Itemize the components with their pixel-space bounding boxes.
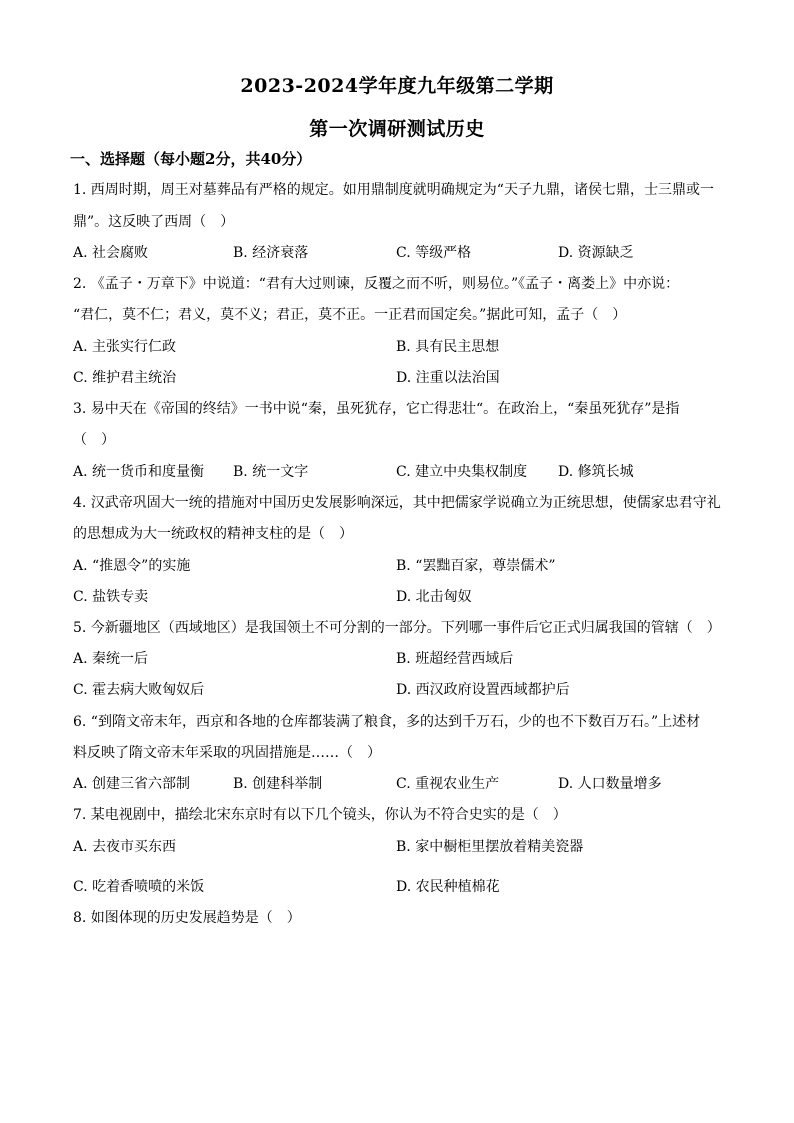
question-2-option-d[interactable]: D. 注重以法治国 — [396, 370, 500, 386]
question-6-option-c[interactable]: C. 重视农业生产 — [396, 776, 500, 792]
question-4-option-c[interactable]: C. 盐铁专卖 — [73, 589, 149, 605]
question-6-option-d[interactable]: D. 人口数量增多 — [558, 776, 662, 792]
question-7-option-a[interactable]: A. 去夜市买东西 — [73, 839, 177, 855]
question-1-line-1: 1. 西周时期，周王对墓葬品有严格的规定。如用鼎制度就明确规定为“天子九鼎，诸侯七鼎，士三鼎或一 — [73, 182, 714, 198]
question-1-option-a[interactable]: A. 社会腐败 — [73, 245, 149, 261]
question-1-line-2: 鼎”。这反映了西周（ ） — [73, 214, 235, 230]
question-2-line-2: “君仁，莫不仁；君义，莫不义；君正，莫不正。一正君而国定矣。”据此可知，孟子（ ） — [73, 307, 627, 323]
question-5-option-c[interactable]: C. 霍去病大败匈奴后 — [73, 682, 205, 698]
question-5-option-b[interactable]: B. 班超经营西域后 — [396, 651, 514, 667]
question-4-option-d[interactable]: D. 北击匈奴 — [396, 589, 472, 605]
question-4-option-a[interactable]: A. “推恩令”的实施 — [73, 558, 191, 574]
exam-subtitle: 第一次调研测试历史 — [309, 118, 485, 140]
exam-title: 2023-2024学年度九年级第二学期 — [240, 75, 554, 97]
question-3-line-2: （ ） — [73, 432, 115, 448]
question-5-line-1: 5. 今新疆地区（西域地区）是我国领土不可分割的一部分。下列哪一事件后它正式归属我国的管辖（ ） — [73, 620, 721, 636]
question-6-option-b[interactable]: B. 创建科举制 — [233, 776, 323, 792]
question-8-line-1: 8. 如图体现的历史发展趋势是（ ） — [73, 910, 301, 926]
question-6-option-a[interactable]: A. 创建三省六部制 — [73, 776, 191, 792]
question-2-option-b[interactable]: B. 具有民主思想 — [396, 339, 500, 355]
question-7-option-b[interactable]: B. 家中橱柜里摆放着精美瓷器 — [396, 839, 584, 855]
question-4-line-2: 的思想成为大一统政权的精神支柱的是（ ） — [73, 526, 353, 542]
question-2-line-1: 2. 《孟子・万章下》中说道：“君有大过则谏，反覆之而不听，则易位。”《孟子・离娄上》中亦说： — [73, 276, 680, 292]
question-3-option-b[interactable]: B. 统一文字 — [233, 464, 309, 480]
question-7-line-1: 7. 某电视剧中，描绘北宋东京时有以下几个镜头，你认为不符合史实的是（ ） — [73, 807, 567, 823]
question-1-option-d[interactable]: D. 资源缺乏 — [558, 245, 634, 261]
question-7-option-c[interactable]: C. 吃着香喷喷的米饭 — [73, 879, 205, 895]
question-3-option-d[interactable]: D. 修筑长城 — [558, 464, 634, 480]
question-7-option-d[interactable]: D. 农民种植棉花 — [396, 879, 500, 895]
question-6-line-2: 料反映了隋文帝末年采取的巩固措施是……（ ） — [73, 745, 381, 761]
section-heading: 一、选择题（每小题2分，共40分） — [70, 150, 312, 168]
question-1-option-c[interactable]: C. 等级严格 — [396, 245, 472, 261]
question-3-option-a[interactable]: A. 统一货币和度量衡 — [73, 464, 205, 480]
question-3-line-1: 3. 易中天在《帝国的终结》一书中说“秦，虽死犹存，它亡得悲壮“。在政治上，“秦虽死犹存”是指 — [73, 401, 680, 417]
question-5-option-a[interactable]: A. 秦统一后 — [73, 651, 149, 667]
question-4-option-b[interactable]: B. “罢黜百家，尊崇儒术” — [396, 558, 556, 574]
question-2-option-c[interactable]: C. 维护君主统治 — [73, 370, 177, 386]
question-5-option-d[interactable]: D. 西汉政府设置西域都护后 — [396, 682, 570, 698]
question-3-option-c[interactable]: C. 建立中央集权制度 — [396, 464, 528, 480]
question-6-line-1: 6. “到隋文帝末年，西京和各地的仓库都装满了粮食，多的达到千万石，少的也不下数百万石。”上述材 — [73, 714, 701, 730]
question-2-option-a[interactable]: A. 主张实行仁政 — [73, 339, 177, 355]
question-1-option-b[interactable]: B. 经济衰落 — [233, 245, 309, 261]
question-4-line-1: 4. 汉武帝巩固大一统的措施对中国历史发展影响深远，其中把儒家学说确立为正统思想，使儒家忠君守礼 — [73, 495, 721, 511]
